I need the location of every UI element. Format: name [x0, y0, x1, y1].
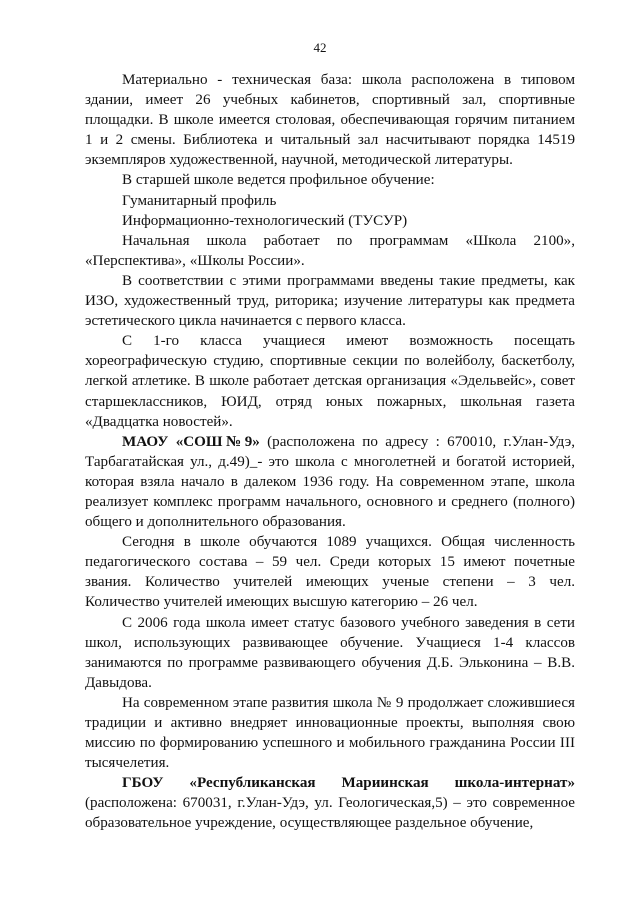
paragraph-extracurricular: С 1-го класса учащиеся имеют возможность посещать хореографическую студию, спортивные секции по волейболу, баскетболу, легкой атлетике. В школе работает детская организация «Эдельвейс», совет старшеклассников, ЮИД, отряд юных пожарных, школьная газета «Двадцатка новостей». [85, 333, 575, 430]
paragraph-primary-programs: Начальная школа работает по программам «Школа 2100», «Перспектива», «Школы России». [85, 232, 575, 269]
mariinsk-school-name: ГБОУ «Республиканская Мариинская школа-интернат» [122, 775, 575, 792]
paragraph-mariinsk-school [85, 773, 575, 833]
mariinsk-school-description: (расположена: 670031, г.Улан-Удэ, ул. Геологическая,5) – это современное образовательное учреждение, осуществляющее раздельное обучение, [85, 795, 575, 832]
paragraph-profile-it: Информационно-технологический (ТУСУР) [122, 212, 408, 229]
paragraph-profile-humanitarian: Гуманитарный профиль [122, 192, 277, 209]
document-body [85, 70, 575, 834]
paragraph-current-stage: На современном этапе развития школа № 9 продолжает сложившиеся традиции и активно внедряет инновационные проекты, выполняя свою миссию по формированию успешного и мобильного гражданина России III тысячелетия. [85, 694, 575, 772]
page-number: 42 [313, 40, 327, 55]
school-9-name: МАОУ «СОШ№9» [122, 433, 260, 450]
paragraph-school-9 [85, 432, 575, 532]
paragraph-staff-stats: Сегодня в школе обучаются 1089 учащихся. Общая численность педагогического состава – 59 чел. Среди которых 15 имеют почетные звания. Количество учителей имеющих ученые степени – 3 чел. Количество учителей имеющих высшую категорию – 26 чел. [85, 534, 575, 611]
paragraph-subjects: В соответствии с этими программами введены такие предметы, как ИЗО, художественный труд, риторика; изучение литературы как предмета эстетического цикла начинается с первого класса. [85, 272, 575, 330]
school-9-description: (расположена по адресу : 670010, г.Улан-Удэ, Тарбагатайская ул., д.49)_- это школа с многолетней и богатой историей, которая взяла начало в далеком 1936 году. На современном этапе, школа реализует комплекс программ начального, основного и среднего (полного) общего и дополнительного образования. [85, 433, 575, 531]
paragraph-material-base: Материально - техническая база: школа расположена в типовом здании, имеет 26 учебных кабинетов, спортивный зал, спортивные площадки. В школе имеется столовая, обеспечивающая горячим питанием 1 и 2 смены. Библиотека и читальный зал насчитывают порядка 14519 экземпляров художественной, научной, методической литературы. [85, 72, 575, 169]
paragraph-base-status: С 2006 года школа имеет статус базового учебного заведения в сети школ, использующих развивающее обучение. Учащиеся 1-4 классов занимаются по программе развивающего обучения Д.Б. Эльконина – В.В. Давыдова. [85, 614, 575, 691]
paragraph-profile-intro: В старшей школе ведется профильное обучение: [122, 172, 435, 189]
